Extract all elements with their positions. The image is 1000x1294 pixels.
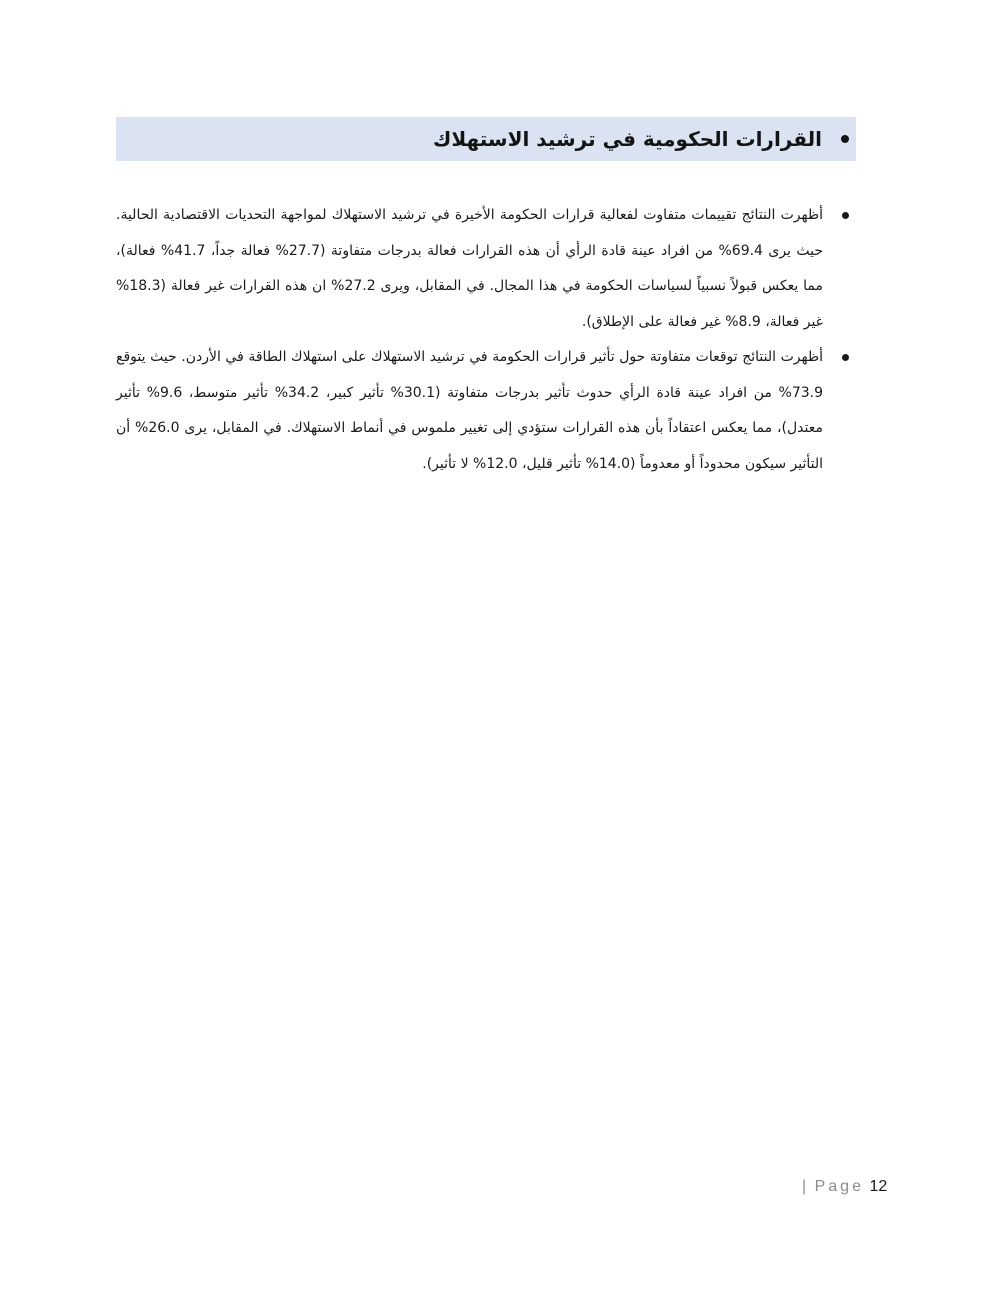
list-item [116,340,856,482]
page-label: Page [814,1178,864,1195]
page-number: 12 [869,1178,888,1195]
page-footer [802,1176,887,1198]
heading-bullet-icon [841,135,849,143]
paragraph-text: أظهرت النتائج تقييمات متفاوت لفعالية قرارات الحكومة الأخيرة في ترشيد الاستهلاك لمواجهة التحديات الاقتصادية الحالية. حيث يرى 69.4% من افراد عينة قادة الرأي أن هذه القرارات فعالة بدرجات متفاوتة (27.7% فعالة جداً، 41.7% فعالة)، مما يعكس قبولاً نسبياً لسياسات الحكومة في هذا المجال. في المقابل، ويرى 27.2% ان هذه القرارات غير فعالة (18.3% غير فعالة، 8.9% غير فعالة على الإطلاق). [116,207,824,330]
list-item [116,198,856,340]
bullet-icon [842,354,849,361]
section-heading: القرارات الحكومية في ترشيد الاستهلاك [433,127,822,151]
paragraph-text: أظهرت النتائج توقعات متفاوتة حول تأثير قرارات الحكومة في ترشيد الاستهلاك على استهلاك الطاقة في الأردن. حيث يتوقع 73.9% من افراد عينة قادة الرأي حدوث تأثير بدرجات متفاوتة (30.1% تأثير كبير، 34.2% تأثير متوسط، 9.6% تأثير معتدل)، مما يعكس اعتقاداً بأن هذه القرارات ستؤدي إلى تغيير ملموس في أنماط الاستهلاك. في المقابل، يرى 26.0% أن التأثير سيكون محدوداً أو معدوماً (14.0% تأثير قليل، 12.0% لا تأثير). [116,349,823,472]
bullet-icon [842,212,849,219]
section-heading-band [116,117,856,161]
footer-separator: | [802,1178,807,1195]
findings-list [116,198,856,482]
